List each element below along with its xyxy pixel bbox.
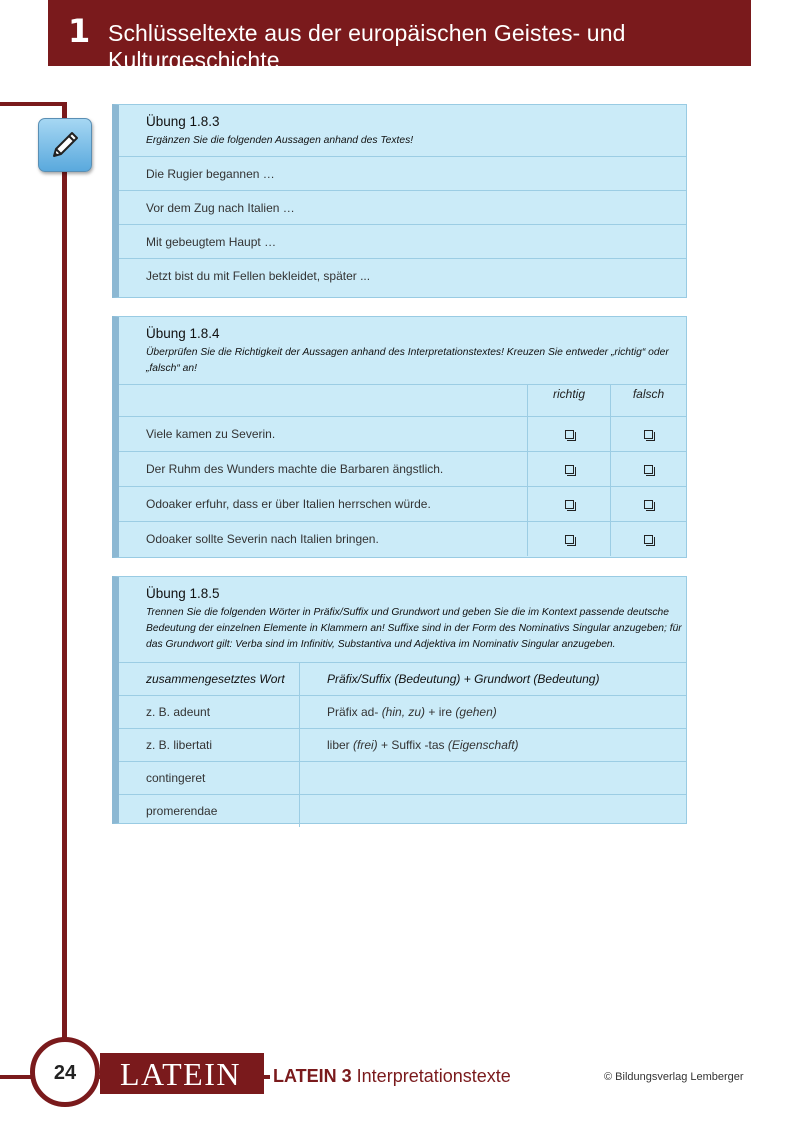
checkbox-falsch[interactable]	[610, 521, 686, 556]
brand-logo	[100, 1053, 264, 1094]
exercise-title: Übung 1.8.4	[146, 326, 220, 341]
word-cell: z. B. libertati	[119, 728, 299, 761]
analysis-meaning: (Eigenschaft)	[447, 738, 519, 752]
analysis-part: + Suffix -tas	[377, 738, 448, 752]
statement-text: Der Ruhm des Wunders machte die Barbaren ängstlich.	[119, 451, 527, 486]
statement-text: Odoaker erfuhr, dass er über Italien herrschen würde.	[119, 486, 527, 521]
brand-text: LATEIN	[120, 1056, 241, 1092]
exercise-title: Übung 1.8.5	[146, 586, 220, 601]
analysis-cell[interactable]	[299, 695, 686, 728]
chapter-title: Schlüsseltexte aus der europäischen Geistes- und Kulturgeschichte	[108, 20, 626, 73]
checkbox-falsch[interactable]	[610, 416, 686, 451]
series-bold: LATEIN 3	[273, 1066, 352, 1086]
statement-text: Vor dem Zug nach Italien …	[146, 200, 295, 215]
decor-line-horizontal	[0, 102, 66, 106]
analysis-part: Präfix ad-	[327, 705, 382, 719]
analysis-meaning: (frei)	[353, 738, 378, 752]
checkbox-icon	[644, 500, 653, 509]
checkbox-richtig[interactable]	[527, 521, 610, 556]
analysis-meaning: (gehen)	[455, 705, 497, 719]
checkbox-icon	[565, 465, 574, 474]
word-cell: z. B. adeunt	[119, 695, 299, 728]
word-analysis-table	[119, 662, 686, 827]
analysis-part: + ire	[425, 705, 456, 719]
checkbox-falsch[interactable]	[610, 486, 686, 521]
column-header-richtig: richtig	[527, 384, 610, 416]
decor-line-vertical	[62, 102, 67, 1052]
checkbox-richtig[interactable]	[527, 416, 610, 451]
word-cell: contingeret	[119, 761, 299, 794]
analysis-part: liber	[327, 738, 354, 752]
page-number-badge	[30, 1037, 100, 1107]
statement-text: Mit gebeugtem Haupt …	[146, 234, 277, 249]
checkbox-icon	[644, 535, 653, 544]
exercise-title: Übung 1.8.3	[146, 114, 220, 129]
statement-text: Odoaker sollte Severin nach Italien bringen.	[119, 521, 527, 556]
checkbox-icon	[565, 430, 574, 439]
true-false-table	[119, 384, 686, 556]
answer-row[interactable]	[119, 156, 686, 190]
checkbox-richtig[interactable]	[527, 486, 610, 521]
word-cell: promerendae	[119, 794, 299, 827]
exercise-1-8-3	[112, 104, 687, 298]
header-blank	[119, 384, 527, 416]
answer-row[interactable]	[119, 258, 686, 292]
answer-row[interactable]	[119, 224, 686, 258]
exercise-instruction: Überprüfen Sie die Richtigkeit der Aussagen anhand des Interpretationstextes! Kreuzen Sie entweder „richtig“ oder „falsch“ an!	[146, 347, 669, 374]
copyright: © Bildungsverlag Lemberger	[604, 1071, 744, 1083]
series-title	[273, 1066, 511, 1087]
analysis-cell[interactable]	[299, 761, 686, 794]
chapter-header	[48, 0, 751, 73]
analysis-cell[interactable]	[299, 794, 686, 827]
analysis-cell[interactable]	[299, 728, 686, 761]
checkbox-icon	[644, 430, 653, 439]
statement-text: Viele kamen zu Severin.	[119, 416, 527, 451]
exercise-instruction: Trennen Sie die folgenden Wörter in Präfix/Suffix und Grundwort und geben Sie die im Kontext passende deutsche Bedeutung der einzelnen Elemente in Klammern an! Suffixe sind in der Form des Nominativs Singular anzugeben; für das Grundwort gilt: Verba sind im Infinitiv, Substantiva und Adjektiva im Nominativ Singular anzugeben.	[146, 607, 682, 650]
exercise-1-8-4	[112, 316, 687, 558]
pencil-icon	[38, 118, 92, 172]
checkbox-icon	[644, 465, 653, 474]
checkbox-icon	[565, 535, 574, 544]
column-header-falsch: falsch	[610, 384, 686, 416]
page-number: 24	[53, 1062, 77, 1084]
column-header-word: zusammengesetztes Wort	[119, 662, 299, 695]
checkbox-icon	[565, 500, 574, 509]
statement-text: Die Rugier begannen …	[146, 166, 275, 181]
answer-row[interactable]	[119, 190, 686, 224]
exercise-1-8-5	[112, 576, 687, 824]
checkbox-richtig[interactable]	[527, 451, 610, 486]
exercise-instruction: Ergänzen Sie die folgenden Aussagen anhand des Textes!	[146, 135, 414, 146]
analysis-meaning: (hin, zu)	[381, 705, 426, 719]
series-rest: Interpretationstexte	[351, 1066, 511, 1086]
column-header-analysis: Präfix/Suffix (Bedeutung) + Grundwort (Bedeutung)	[299, 662, 686, 695]
checkbox-falsch[interactable]	[610, 451, 686, 486]
chapter-number: 1	[68, 12, 91, 50]
statement-text: Jetzt bist du mit Fellen bekleidet, später ...	[146, 268, 371, 283]
